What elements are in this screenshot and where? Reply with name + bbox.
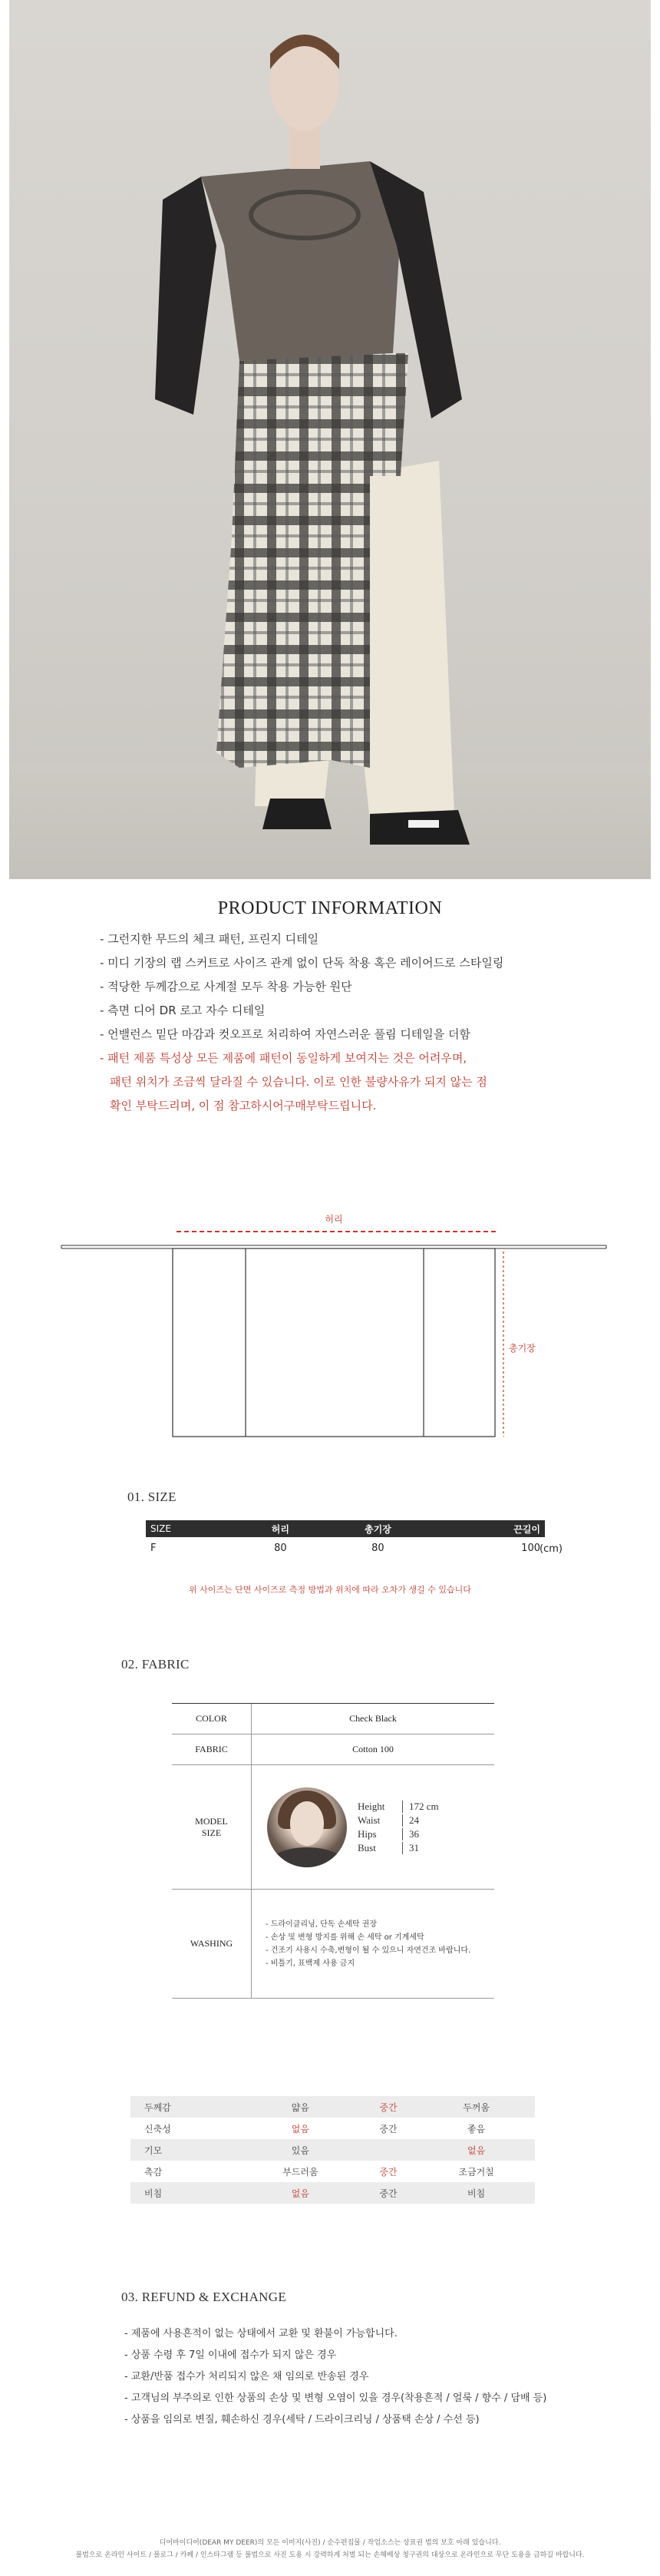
product-info-title: PRODUCT INFORMATION	[217, 898, 443, 918]
property-label: 비침	[130, 2182, 242, 2204]
size-table-header	[146, 1520, 545, 1537]
product-info-item: - 그런지한 무드의 체크 패턴, 프린지 디테일	[100, 932, 319, 946]
size-section-title: 01. SIZE	[127, 1490, 177, 1504]
property-label: 기모	[130, 2139, 242, 2161]
product-info-notice: 확인 부탁드리며, 이 점 참고하시어구매부탁드립니다.	[110, 1099, 377, 1113]
product-info-item: - 측면 디어 DR 로고 자수 디테일	[100, 1004, 266, 1017]
property-option: 있음	[242, 2139, 359, 2161]
property-option: 중간	[359, 2182, 417, 2204]
model-illustration	[9, 0, 651, 879]
property-row	[130, 2182, 535, 2204]
refund-section-title: 03. REFUND & EXCHANGE	[121, 2290, 287, 2304]
refund-item: - 상품 수령 후 7일 이내에 접수가 되지 않은 경우	[124, 2349, 337, 2361]
property-row	[130, 2118, 535, 2139]
model-avatar	[267, 1787, 347, 1867]
property-option	[359, 2139, 417, 2161]
size-note: 위 사이즈는 단면 사이즈로 측정 방법과 위치에 따라 오차가 생길 수 있습니다	[189, 1585, 471, 1595]
length-label: 총기장	[509, 1343, 536, 1354]
model-stat-value: 24	[402, 1814, 456, 1827]
washing-box	[252, 1890, 494, 1998]
fabric-value: Cotton 100	[352, 1744, 394, 1754]
product-info-notice: 패턴 위치가 조금씩 달라질 수 있습니다. 이로 인한 불량사유가 되지 않는 점	[110, 1075, 487, 1089]
property-option: 중간	[359, 2118, 417, 2139]
fabric-row-model	[172, 1765, 494, 1890]
refund-item: - 고객님의 부주의로 인한 상품의 손상 및 변형 오염이 있을 경우(착용흔적 / 얼룩 / 향수 / 담배 등)	[124, 2392, 547, 2404]
size-header-waist: 허리	[239, 1520, 322, 1537]
property-option: 조금거칠	[417, 2161, 535, 2182]
size-header-length: 총기장	[322, 1520, 434, 1537]
property-option: 중간	[359, 2161, 417, 2182]
product-info-item: - 미디 기장의 랩 스커트로 사이즈 관계 없이 단독 착용 혹은 레이어드로 스타일링	[100, 956, 504, 970]
property-option: 비침	[417, 2182, 535, 2204]
model-size-label: MODEL SIZE	[172, 1765, 252, 1889]
fabric-section-title: 02. FABRIC	[121, 1657, 190, 1672]
product-info-item: - 언밸런스 밑단 마감과 컷오프로 처리하여 자연스러운 풀림 디테일을 더함	[100, 1027, 471, 1041]
color-label: COLOR	[172, 1704, 252, 1734]
washing-item: - 드라이클리닝, 단독 손세탁 권장	[266, 1920, 378, 1929]
size-unit: (cm)	[540, 1543, 563, 1555]
property-label: 신축성	[130, 2118, 242, 2139]
model-stat-key: Waist	[358, 1814, 381, 1826]
product-info-notice: - 패턴 제품 특성상 모든 제품에 패턴이 동일하게 보여지는 것은 어려우며,	[100, 1051, 467, 1065]
color-value: Check Black	[349, 1713, 397, 1724]
washing-item: - 손상 및 변형 방지를 위해 손 세탁 or 기계세탁	[266, 1933, 424, 1942]
property-option: 두꺼움	[417, 2096, 535, 2118]
model-stat-value: 36	[402, 1828, 456, 1840]
property-option: 좋음	[417, 2118, 535, 2139]
avatar-face	[290, 1801, 324, 1846]
refund-list	[124, 2323, 546, 2431]
property-row	[130, 2096, 535, 2118]
fabric-row-color	[172, 1704, 494, 1734]
copyright-line: 불법으로 온라인 사이트 / 블로그 / 카페 / 인스타그램 등 불법으로 사진 도용 시 강력하게 처벌 되는 손해배상 청구권의 대상으로 온라인으로 무단 도용을 금하길 바랍니다.	[75, 2551, 585, 2559]
washing-item: - 건조기 사용시 수축,변형이 될 수 있으니 자연건조 바랍니다.	[266, 1946, 471, 1955]
property-option: 부드러움	[242, 2161, 359, 2182]
waist-label: 허리	[325, 1214, 343, 1225]
model-stats	[358, 1801, 456, 1854]
property-label: 두께감	[130, 2096, 242, 2118]
property-row	[130, 2139, 535, 2161]
refund-item: - 제품에 사용흔적이 없는 상태에서 교환 및 환불이 가능합니다.	[124, 2328, 398, 2340]
washing-label: WASHING	[172, 1890, 252, 1998]
property-label: 촉감	[130, 2161, 242, 2182]
model-stat-key: Hips	[358, 1827, 377, 1840]
property-option: 없음	[417, 2139, 535, 2161]
property-option: 없음	[242, 2182, 359, 2204]
hero-photo	[9, 0, 651, 879]
size-cell: 100	[521, 1542, 540, 1554]
model-stat-key: Bust	[358, 1841, 376, 1853]
size-cell: 80	[274, 1542, 287, 1554]
property-row	[130, 2161, 535, 2182]
fabric-row-fabric	[172, 1734, 494, 1765]
washing-list	[252, 1918, 470, 1970]
fabric-table	[172, 1703, 494, 1999]
fabric-properties-table	[130, 2096, 535, 2204]
washing-item: - 비틀기, 표백제 사용 금지	[266, 1959, 355, 1968]
refund-item: - 교환/반품 접수가 처리되지 않은 채 임의로 반송된 경우	[124, 2371, 369, 2383]
copyright-footer	[0, 2537, 660, 2561]
fabric-row-washing	[172, 1890, 494, 1999]
size-cell: 80	[371, 1542, 384, 1554]
size-header-strap: 끈길이	[434, 1520, 545, 1537]
copyright-line: 디어마이디어(DEAR MY DEER)의 모든 이미지(사진) / 순수편집물 / 작업소스는 상표권 법의 보호 아래 있습니다.	[159, 2539, 501, 2547]
size-cell: F	[150, 1542, 157, 1554]
model-stat-value: 172 cm	[402, 1801, 456, 1813]
skirt-measurement-diagram	[0, 1198, 660, 1451]
refund-item: - 상품을 임의로 변질, 훼손하신 경우(세탁 / 드라이크리닝 / 상품택 손상 / 수선 등)	[124, 2414, 480, 2426]
model-stat-value: 31	[402, 1842, 456, 1854]
avatar-shirt	[270, 1847, 344, 1867]
property-option: 얇음	[242, 2096, 359, 2118]
size-header-size: SIZE	[146, 1520, 239, 1537]
product-info-list	[100, 928, 591, 1118]
size-table-row	[146, 1537, 545, 1559]
model-stat-key: Height	[358, 1800, 385, 1812]
property-option: 중간	[359, 2096, 417, 2118]
product-info-item: - 적당한 두께감으로 사계절 모두 착용 가능한 원단	[100, 980, 352, 994]
model-size-box	[252, 1765, 494, 1889]
size-table	[146, 1520, 545, 1559]
fabric-label: FABRIC	[172, 1734, 252, 1764]
property-option: 없음	[242, 2118, 359, 2139]
